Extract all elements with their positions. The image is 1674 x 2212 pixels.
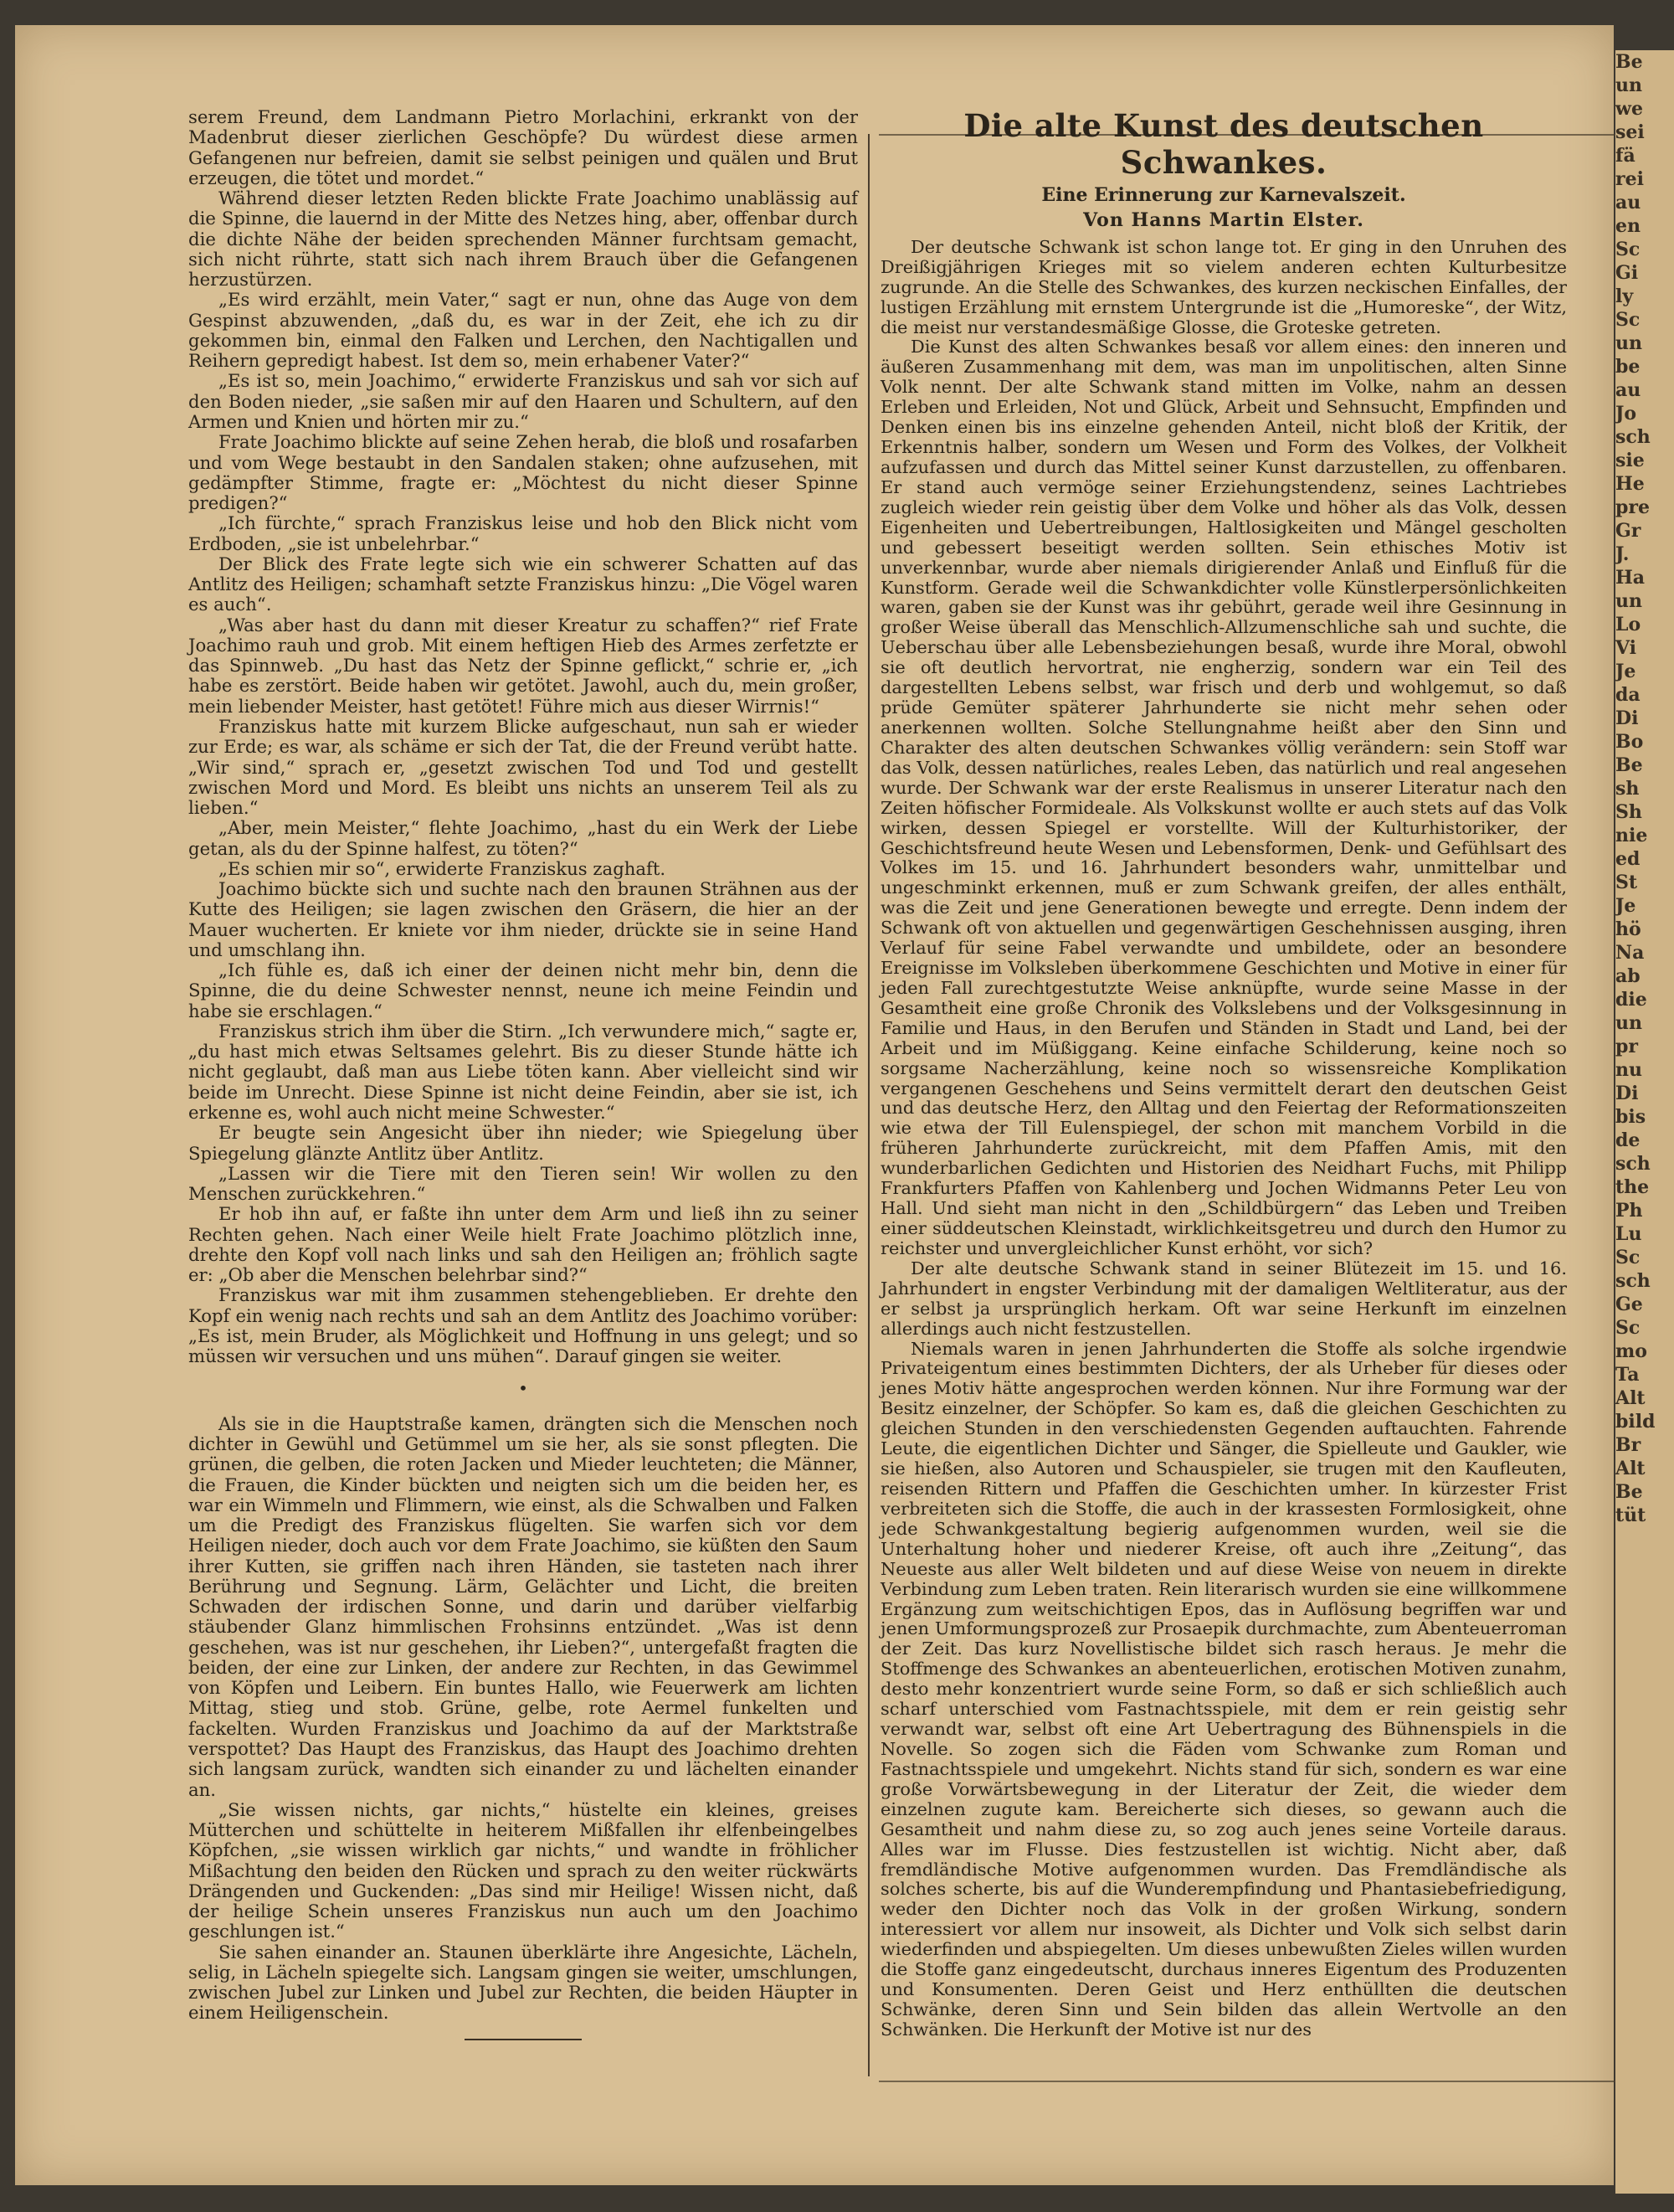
paragraph: Sie sahen einander an. Staunen überklärte ihre Angesichte, Lächeln, selig, in Lächeln spiegelte sich. Langsam gingen sie weiter, umschlungen, zwischen Jubel zur Linken und Jubel zur Rechten, die beiden Häupter in einem Heiligenschein. xyxy=(188,1941,858,2024)
adjacent-page-fragment: un xyxy=(1615,75,1642,96)
adjacent-page-fragment: fä xyxy=(1615,145,1635,167)
adjacent-page-fragment: ab xyxy=(1615,965,1641,987)
adjacent-page-fragment: sch xyxy=(1615,1153,1651,1175)
paragraph: Franziskus strich ihm über die Stirn. „Ich verwundere mich,“ sagte er, „du hast mich etwas Seltsames gelehrt. Bis zu dieser Stunde hätte ich nicht geglaubt, daß man aus Liebe töten kann. Aber vielleicht sind wir beide im Unrecht. Diese Spinne ist nicht deine Feindin, aber sie ist, ich erkenne es, wohl auch nicht meine Schwester.“ xyxy=(188,1020,858,1124)
adjacent-page-fragment: die xyxy=(1615,989,1647,1011)
column-bottom-rule xyxy=(879,2081,1615,2082)
adjacent-page-fragment: Be xyxy=(1615,51,1643,73)
adjacent-page-fragment: the xyxy=(1615,1176,1650,1198)
adjacent-page-fragment: bis xyxy=(1615,1106,1646,1128)
paragraph: Der alte deutsche Schwank stand in seiner Blütezeit im 15. und 16. Jahrhundert in engster Verbindung mit der damaligen Weltliteratur, aus der er selbst ja ursprünglich herkam. Oft war seine Herkunft im einzelnen allerdings auch nicht festzustellen. xyxy=(881,1258,1567,1339)
paragraph: Während dieser letzten Reden blickte Frate Joachimo unablässig auf die Spinne, die lauernd in der Mitte des Netzes hing, aber, offenbar durch die dichte Nähe der beiden sprechenden Männer furchtsam gemacht, sich nicht rührte, statt sich nach ihrem Brauch über die Gefangenen herzustürzen. xyxy=(188,188,858,291)
adjacent-page-fragment: en xyxy=(1615,215,1641,237)
adjacent-page-fragment: Bo xyxy=(1615,731,1644,753)
adjacent-page-fragment: Na xyxy=(1615,942,1645,964)
adjacent-page-fragment: Je xyxy=(1615,895,1636,917)
adjacent-page-fragment: Sh xyxy=(1615,801,1642,823)
article-author: Von Hanns Martin Elster. xyxy=(1083,208,1364,231)
adjacent-page-fragment: ly xyxy=(1615,286,1634,307)
adjacent-page-fragment: Ge xyxy=(1615,1294,1643,1315)
paragraph: „Ich fühle es, daß ich einer der deinen nicht mehr bin, denn die Spinne, die du deine Schwester nennst, neune ich meine Feindin und habe sie erschlagen.“ xyxy=(188,959,858,1021)
adjacent-page-fragment: St xyxy=(1615,872,1638,893)
adjacent-page-fragment: tüt xyxy=(1615,1505,1646,1526)
paragraph: Er beugte sein Angesicht über ihn nieder; wie Spiegelung über Spiegelung glänzte Antlitz über Antlitz. xyxy=(188,1122,858,1164)
adjacent-page-fragment: un xyxy=(1615,590,1642,612)
adjacent-page-fragment: Br xyxy=(1615,1434,1641,1456)
adjacent-page-fragment: He xyxy=(1615,473,1645,495)
adjacent-page-fragment: un xyxy=(1615,1012,1642,1034)
adjacent-page-fragment: sei xyxy=(1615,121,1645,143)
paragraph: Niemals waren in jenen Jahrhunderten die Stoffe als solche irgendwie Privateigentum eines bestimmten Dichters, der als Urheber für dieses oder jenes Motiv hätte angesprochen werden können. Nur ihre Formung war der Besitz einzelner, der Schöpfer. So kam es, daß die gleichen Geschichten zu gleichen Stunden in den verschiedensten Gegenden auftauchten. Fahrende Leute, die eigentlichen Dichter und Sänger, die Spielleute und Gaukler, wie sie hießen, also Autoren und Schauspieler, sie trugen mit den Kaufleuten, reisenden Rittern und Pfaffen die Geschichten umher. In kürzester Frist verbreiteten sich die Stoffe, die auch in der krassesten Formlosigkeit, ohne jede Schwankgestaltung begierig aufgenommen wurden, weil sie die Unterhaltung hoher und niederer Kreise, oft auch ihre „Zeitung“, das Neueste aus aller Welt bildeten und auf diese Weise von neuem in direkte Verbindung zum Leben traten. Rein literarisch wurden sie eine willkommene Ergänzung zum weitschichtigen Epos, das in Auflösung begriffen war und jenen Umformungsprozeß zur Prosaepik durchmachte, zum Abenteuerroman der Zeit. Das kurz Novellistische bildet sich rasch heraus. Je mehr die Stoffmenge des Schwankes an abenteuerlichen, erotischen Motiven zunahm, desto mehr konzentriert wurde seine Form, so daß er sich schließlich auch scharf unterschied vom Fastnachtsspiele, mit dem er rein geistig sehr verwandt war, selbst oft eine Art Uebertragung des Bühnenspiels in die Novelle. So zogen sich die Fäden vom Schwanke zum Roman und Fastnachtsspiele und umgekehrt. Nichts stand für sich, sondern es war eine große Vorwärtsbewegung in der Literatur der Zeit, die wieder dem einzelnen zugute kam. Bereicherte sich dieses, so gewann auch die Gesamtheit und nahm diese zu, so zog auch jenes seine Vorteile daraus. Alles war im Flusse. Dies festzustellen ist wichtig. Nicht aber, daß fremdländische Motive aufgenommen wurden. Das Fremdländische als solches scherte, bis auf die Wunderempfindung und Phantasiebefriedigung, weder den Dichter noch das Volk in der großen Wirkung, sondern interessiert vor allem nur insoweit, als Dichter und Volk sich selbst darin wiederfinden und abspiegelten. Um dieses unbewußten Zieles willen wurden die Stoffe ganz eingedeutscht, durchaus inneres Eigentum des Produzenten und Konsumenten. Deren Geist und Herz enthüllten die deutschen Schwänke, deren Sinn und Sein bilden das allein Wertvolle an den Schwänken. Die Herkunft der Motive ist nur des xyxy=(881,1338,1567,2040)
adjacent-page-fragment: da xyxy=(1615,684,1641,706)
adjacent-page-fragment: hö xyxy=(1615,918,1641,940)
article-body xyxy=(881,238,1567,2040)
paragraph: Joachimo bückte sich und suchte nach den braunen Strähnen aus der Kutte des Heiligen; sie lagen zwischen den Gräsern, die hier an der Mauer wucherten. Er kniete vor ihm nieder, drückte sie in seine Hand und umschlang ihn. xyxy=(188,878,858,960)
adjacent-page-fragment: sh xyxy=(1615,778,1640,800)
paragraph: „Es wird erzählt, mein Vater,“ sagt er nun, ohne das Auge von dem Gespinst abzuwenden, „daß du, es war in der Zeit, ehe ich zu dir gekommen bin, einmal den Falken und Lerchen, den Nachtigallen und Reihern gepredigt habest. Ist dem so, mein erhabener Vater?“ xyxy=(188,289,858,372)
paragraph: Als sie in die Hauptstraße kamen, drängten sich die Menschen noch dichter in Gewühl und Getümmel um sie her, als sie sonst pflegten. Die grünen, die gelben, die roten Jacken und Mieder leuchteten; die Männer, die Frauen, die Kinder bückten und neigten sich um die beiden her, es war ein Wimmeln und Flimmern, wie einst, als die Schwalben und Falken um die Predigt des Franziskus flügelten. Sie warfen sich vor dem Heiligen nieder, doch auch vor dem Frate Joachimo, sie küßten den Saum ihrer Kutten, sie griffen nach ihren Händen, sie tasteten nach ihrer Berührung und Segnung. Lärm, Gelächter und Licht, die breiten Schwaden der irdischen Sonne, und darin und darüber vielfarbig stäubender Glanz himmlischen Frohsinns entzündet. „Was ist denn geschehen, was ist nur geschehen, ihr Lieben?“, untergefaßt fragten die beiden, der eine zur Linken, der andere zur Rechten, in das Gewimmel von Köpfen und Leibern. Ein buntes Hallo, wie Feuerwerk am lichten Mittag, stieg und stob. Grüne, gelbe, rote Aermel funkelten und fackelten. Wurden Franziskus und Joachimo da auf der Marktstraße verspottet? Das Haupt des Franziskus, das Haupt des Joachimo drehten sich langsam zurück, wandten sich einander zu und lächelten einander an. xyxy=(188,1412,858,1800)
adjacent-page-fragment: J. xyxy=(1615,543,1630,565)
paragraph: Er hob ihn auf, er faßte ihn unter dem Arm und ließ ihn zu seiner Rechten gehen. Nach einer Weile hielt Frate Joachimo plötzlich inne, drehte den Kopf voll nach links und sah den Heiligen an; fröhlich sagte er: „Ob aber die Menschen belehrbar sind?“ xyxy=(188,1203,858,1286)
adjacent-page-fragment: Lo xyxy=(1615,614,1641,635)
adjacent-page-fragment: Jo xyxy=(1615,403,1637,424)
end-rule xyxy=(465,2039,582,2040)
adjacent-page-fragment: rei xyxy=(1615,168,1644,190)
adjacent-page-fragment: ed xyxy=(1615,848,1641,870)
adjacent-page-fragment: Be xyxy=(1615,754,1643,776)
paragraph: „Es schien mir so“, erwiderte Franziskus zaghaft. xyxy=(218,857,666,879)
adjacent-page-fragment: Gr xyxy=(1615,520,1641,542)
adjacent-page-fragment: un xyxy=(1615,332,1642,354)
paragraph: „Sie wissen nichts, gar nichts,“ hüstelte ein kleines, greises Mütterchen und schüttelte in heiterem Mißfallen ihr elfenbeingelbes Köpfchen, „sie wissen wirklich gar nichts,“ und wandte in fröhlicher Mißachtung den beiden den Rücken und sprach zu den weiter rückwärts Drängenden und Guckenden: „Das sind mir Heilige! Wissen nicht, daß der heilige Schein unseres Franziskus nun auch um den Joachimo geschlungen ist.“ xyxy=(188,1798,858,1942)
adjacent-page-fragment: Gi xyxy=(1615,262,1639,284)
adjacent-page-fragment: Sc xyxy=(1615,309,1641,331)
adjacent-page-fragment: bild xyxy=(1615,1411,1656,1433)
adjacent-page-fragment: Sc xyxy=(1615,1247,1641,1268)
adjacent-page-fragment: we xyxy=(1615,98,1643,120)
adjacent-page-fragment: pr xyxy=(1615,1036,1638,1057)
right-column xyxy=(881,107,1567,2040)
adjacent-page-fragment: be xyxy=(1615,356,1641,378)
adjacent-page-fragment: Je xyxy=(1615,661,1636,682)
paragraph: Der Blick des Frate legte sich wie ein schwerer Schatten auf das Antlitz des Heiligen; schamhaft setzte Franziskus hinzu: „Die Vögel waren es auch“. xyxy=(188,553,858,615)
paragraph: „Es ist so, mein Joachimo,“ erwiderte Franziskus und sah vor sich auf den Boden nieder, „sie saßen mir auf den Haaren und Schultern, auf den Armen und Knien und hörten mir zu.“ xyxy=(188,370,858,432)
adjacent-page-fragment: Sc xyxy=(1615,239,1641,260)
adjacent-page-fragment: au xyxy=(1615,379,1641,401)
article-subtitle: Eine Erinnerung zur Karnevalszeit. xyxy=(1041,184,1406,206)
adjacent-page-fragment: Sc xyxy=(1615,1317,1641,1339)
adjacent-page-fragment: Alt xyxy=(1615,1387,1646,1409)
left-column xyxy=(188,107,858,2040)
adjacent-page-fragment: Ph xyxy=(1615,1200,1643,1222)
adjacent-page-fragment: Be xyxy=(1615,1481,1643,1503)
adjacent-page-fragment: de xyxy=(1615,1129,1641,1151)
adjacent-page-fragment: Ha xyxy=(1615,567,1646,589)
column-divider xyxy=(868,134,870,2076)
adjacent-page-fragment: Alt xyxy=(1615,1458,1646,1479)
paragraph: Franziskus hatte mit kurzem Blicke aufgeschaut, nun sah er wieder zur Erde; es war, als schäme er sich der Tat, die der Freund verübt hatte. „Wir sind,“ sprach er, „gesetzt zwischen Tod und Tod und gestellt zwischen Mord und Mord. Es bleibt uns nichts an unserem Teil als zu lieben.“ xyxy=(188,715,858,819)
paragraph: Franziskus war mit ihm zusammen stehengeblieben. Er drehte den Kopf ein wenig nach rechts und sah an dem Antlitz des Joachimo vorüber: „Es ist, mein Bruder, als Möglichkeit und Hoffnung in uns gelegt; und so müssen wir versuchen und uns mühen“. Darauf gingen sie weiter. xyxy=(188,1284,858,1367)
paragraph: Frate Joachimo blickte auf seine Zehen herab, die bloß und rosafarben und vom Wege bestaubt in den Sandalen staken; ohne aufzusehen, mit gedämpfter Stimme, fragte er: „Möchtest du nicht dieser Spinne predigen?“ xyxy=(188,431,858,514)
adjacent-page-fragment: Lu xyxy=(1615,1223,1642,1245)
paragraph: „Was aber hast du dann mit dieser Kreatur zu schaffen?“ rief Frate Joachimo rauh und grob. Mit einem heftigen Hieb des Armes zerfetzte er das Spinnweb. „Du hast das Netz der Spinne geflickt,“ schrie er, „ich habe es zerstört. Beide haben wir getötet. Jawohl, auch du, mein großer, mein liebender Meister, hast getötet! Führe mich aus dieser Wirrnis!“ xyxy=(188,614,858,717)
adjacent-page-fragment: sie xyxy=(1615,450,1645,471)
adjacent-page-fragment: mo xyxy=(1615,1340,1647,1362)
paragraph: serem Freund, dem Landmann Pietro Morlachini, erkrankt von der Madenbrut dieser zierlichen Geschöpfe? Du würdest diese armen Gefangenen nur befreien, damit sie selbst peinigen und quälen und Brut erzeugen, die tötet und mordet.“ xyxy=(188,106,858,188)
section-divider: • xyxy=(518,1378,528,1399)
adjacent-page-fragment: nie xyxy=(1615,825,1648,846)
adjacent-page-fragment: nu xyxy=(1615,1059,1642,1081)
paragraph: Die Kunst des alten Schwankes besaß vor allem eines: den inneren und äußeren Zusammenhang mit dem, was man im unpolitischen, alten Sinne Volk nennt. Der alte Schwank stand mitten im Volke, nahm an dessen Erleben und Erleiden, Not und Glück, Arbeit und Sehnsucht, Empfinden und Denken einen bis ins einzelne gehenden Anteil, nicht bloß der Kritik, der Erkenntnis halber, sondern um Wesen und Form des Volkes, der Volkheit aufzufassen und durch das Mittel seiner Kunst darzustellen, zu offenbaren. Er stand auch vermöge seiner Erziehungstendenz, seines Lachtriebes zugleich wieder rein geistig über dem Volke und höher als das Volk, dessen Eigenheiten und Uebertreibungen, Haltlosigkeiten und Mängel gescholten und gebessert beseitigt werden sollten. Sein ethisches Motiv ist unverkennbar, wurde aber niemals dirigierender Anlaß und Einfluß für die Kunstform. Gerade weil die Schwankdichter volle Künstlerpersönlichkeiten waren, gaben sie der Kunst was ihr gebührt, gerade weil ihre Gesinnung in großer Weise überall das Menschlich-Allzumenschliche sah und suchte, die Ueberschau über alle Lebensbeziehungen besaß, wurde ihre Moral, obwohl sie oft deutlich hervortrat, nie engherzig, sondern war ein Teil des dargestellten Lebens selbst, war frisch und derb und wohlgemut, so daß prüde Gemüter späterer Jahrhunderte sie nicht mehr sehen oder anerkennen wollten. Solche Stellungnahme heißt aber den Sinn und Charakter des alten deutschen Schwankes völlig verändern: sein Stoff war das Volk, dessen natürliches, reales Leben, das natürlich und real angesehen wurde. Der Schwank war der erste Realismus in unserer Literatur nach den Zeiten höfischer Formideale. Als Volkskunst wollte er auch stets auf das Volk wirken, dessen Spiegel er vorstellte. Will der Kulturhistoriker, der Geschichtsfreund heute Wesen und Lebensformen, Denk- und Gefühlsart des Volkes im 15. und 16. Jahrhundert besonders wahr, unmittelbar und ungeschminkt erkennen, muß er zum Schwank greifen, der alles enthält, was die Zeit und jene Generationen bewegte und erregte. Denn indem der Schwank oft von aktuellen und gegenwärtigen Geschehnissen ausging, ihren Verlauf für seine Fabel verwandte und umbildete, oder an besondere Ereignisse im Volksleben überkommene Geschichten und Motive in einer für jeden Fall zurechtgestutzte Weise anknüpfte, wurde seine Masse in der Gesamtheit eine große Chronik des Volkslebens und der Volksgesinnung in Familie und Haus, in den Berufen und Ständen in Stadt und Land, bei der Arbeit und im Müßiggang. Keine einfache Schilderung, keine noch so sorgsame Nacherzählung, keine noch so wissensreiche Komplikation vergangenen Geschehens und Seins vermittelt derart den deutschen Geist und das deutsche Herz, den Alltag und den Feiertag der Reformationszeiten wie etwa der Till Eulenspiegel, der schon mit manchem Vorbild in die früheren Jahrhunderte zurückreicht, mit dem Pfaffen Amis, mit den wunderbarlichen Gedichten und Historien des Neidhart Fuchs, mit Philipp Frankfurters Pfaffen von Kahlenberg und Jochen Widmanns Peter Leu von Hall. Und sieht man nicht in den „Schildbürgern“ das Leben und Treiben einer süddeutschen Kleinstadt, wirklichkeitsgetreu und durch den Humor zu reichster und unvergleichlicher Kunst erhöht, vor sich? xyxy=(881,337,1567,1258)
adjacent-page-edge xyxy=(1615,50,1674,2194)
adjacent-page-fragment: Di xyxy=(1615,1083,1639,1104)
paragraph: „Lassen wir die Tiere mit den Tieren sein! Wir wollen zu den Menschen zurückkehren.“ xyxy=(188,1162,858,1205)
adjacent-page-fragment: au xyxy=(1615,192,1641,213)
adjacent-page-fragment: Di xyxy=(1615,707,1639,729)
article-title: Die alte Kunst des deutschen Schwankes. xyxy=(963,107,1484,181)
adjacent-page-fragment: sch xyxy=(1615,426,1651,448)
adjacent-page-fragment: Ta xyxy=(1615,1364,1640,1386)
paragraph: „Ich fürchte,“ sprach Franziskus leise und hob den Blick nicht vom Erdboden, „sie ist unbelehrbar.“ xyxy=(188,512,858,554)
paragraph: Der deutsche Schwank ist schon lange tot. Er ging in den Unruhen des Dreißigjährigen Krieges mit so vielem anderen echten Kulturbesitze zugrunde. An die Stelle des Schwankes, des kurzen neckischen Einfalles, der lustigen Erzählung mit ernstem Untergrunde ist die „Humoreske“, der Witz, die meist nur verstandesmäßige Glosse, die Groteske getreten. xyxy=(881,236,1567,337)
adjacent-page-fragment: pre xyxy=(1615,496,1650,518)
adjacent-page-fragment: Vi xyxy=(1615,637,1637,659)
paragraph: „Aber, mein Meister,“ flehte Joachimo, „hast du ein Werk der Liebe getan, als du der Spinne halfest, zu töten?“ xyxy=(188,817,858,859)
adjacent-page-fragment: sch xyxy=(1615,1270,1651,1292)
